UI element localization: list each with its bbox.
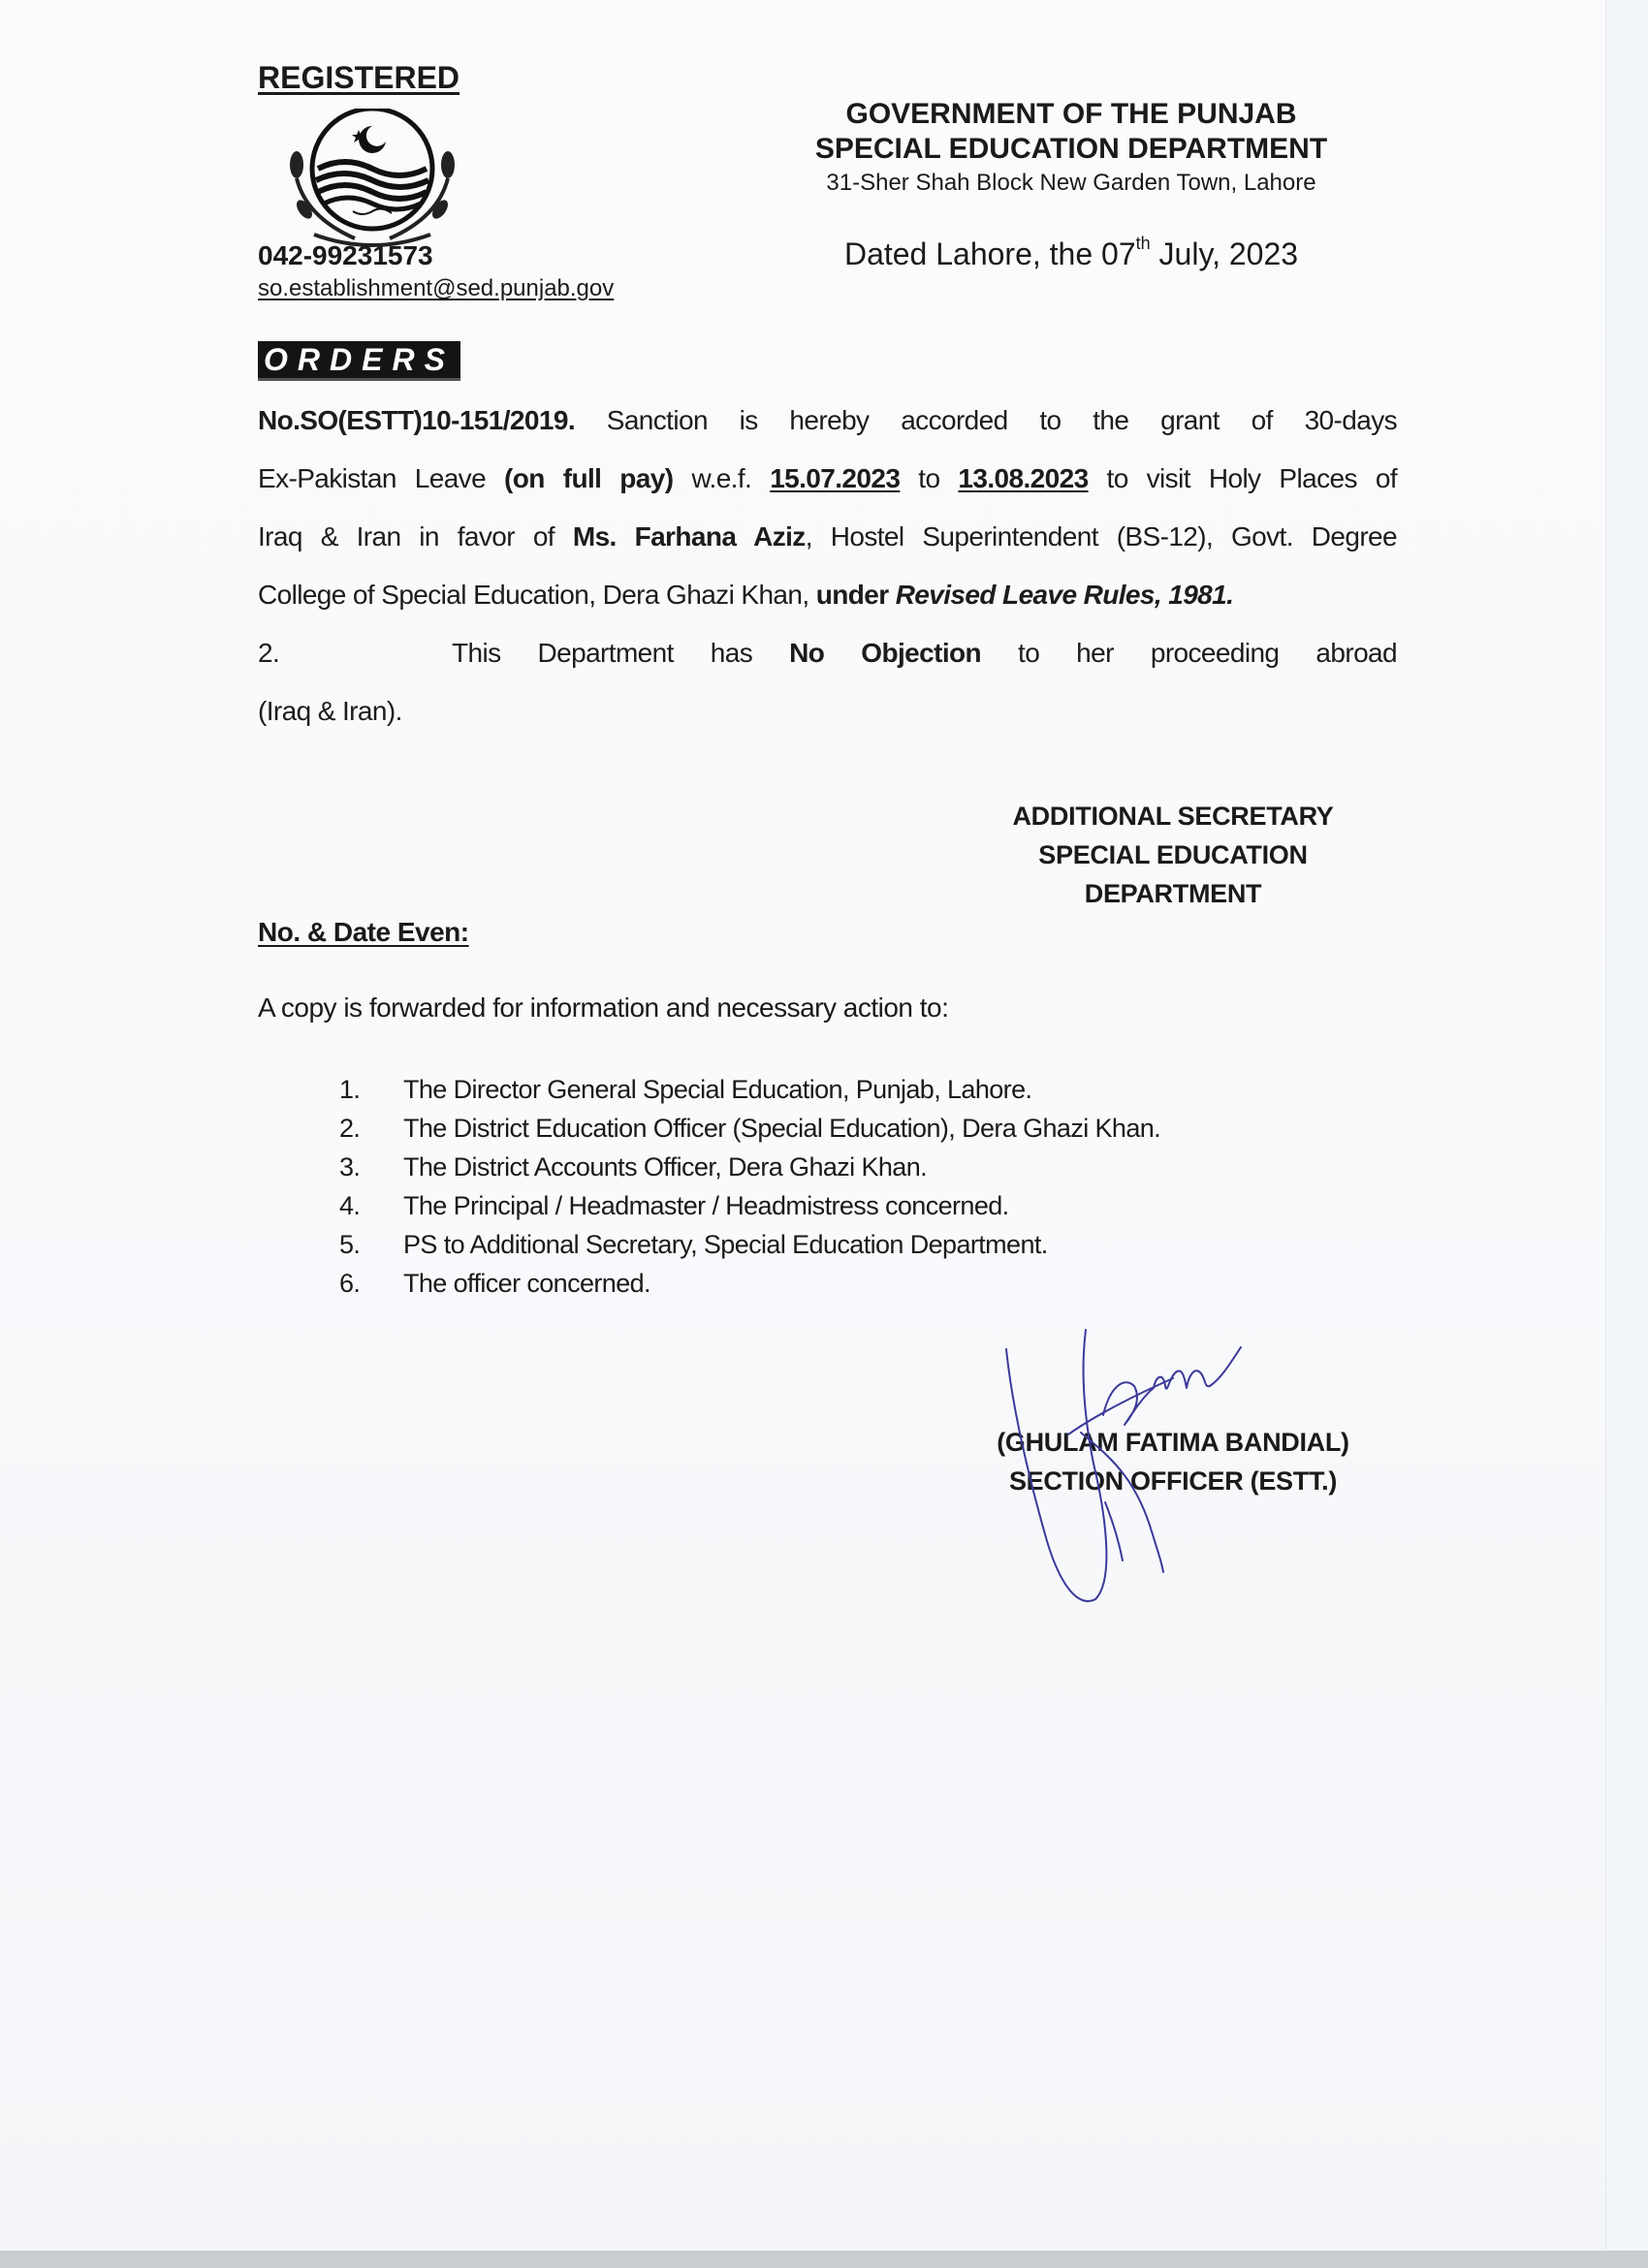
department-address: 31-Sher Shah Block New Garden Town, Lahore (826, 170, 1316, 196)
order-para-2-line-2: (Iraq & Iran). (258, 696, 402, 726)
signatory-block (969, 1423, 1377, 1500)
order-para-2 (258, 638, 1397, 669)
employee-name: Ms. Farhana Aziz (572, 521, 806, 551)
list-number: 4. (339, 1191, 361, 1220)
leave-rules: Revised Leave Rules, 1981. (895, 580, 1234, 610)
department-title: SPECIAL EDUCATION DEPARTMENT (814, 133, 1328, 165)
order-text: under (815, 580, 896, 610)
signatory-name: (GHULAM FATIMA BANDIAL) (997, 1428, 1349, 1457)
distribution-list (339, 1070, 1160, 1303)
list-item (339, 1186, 1160, 1225)
order-text: to her proceeding abroad (981, 638, 1397, 668)
order-number: No.SO(ESTT)10-151/2019. (258, 405, 575, 435)
dated-line (756, 236, 1386, 272)
signatory-designation: SECTION OFFICER (ESTT.) (1008, 1466, 1338, 1496)
order-line-4 (258, 580, 1397, 611)
list-item (339, 1148, 1160, 1186)
list-text: The officer concerned. (403, 1269, 650, 1298)
list-text: The District Education Officer (Special Education), Dera Ghazi Khan. (403, 1114, 1161, 1143)
email-link[interactable]: so.establishment@sed.punjab.gov (258, 275, 615, 301)
list-text: The Director General Special Education, Punjab, Lahore. (403, 1075, 1032, 1104)
pay-status: (on full pay) (504, 463, 674, 493)
authority-line-3: DEPARTMENT (1084, 879, 1262, 908)
order-text: , Hostel Superintendent (BS-12), Govt. Degree (805, 521, 1397, 551)
list-text: The District Accounts Officer, Dera Ghazi Khan. (403, 1152, 928, 1181)
leave-end-date: 13.08.2023 (958, 463, 1089, 493)
no-objection: No Objection (789, 638, 982, 668)
list-item (339, 1109, 1160, 1148)
list-number: 6. (339, 1269, 361, 1298)
authority-block (969, 797, 1377, 913)
dated-prefix: Dated Lahore, the 07 (843, 236, 1136, 271)
order-text: Ex-Pakistan Leave (258, 463, 505, 493)
order-line-1 (258, 405, 1397, 436)
order-text: This Department has (452, 638, 790, 668)
authority-line-1: ADDITIONAL SECRETARY (1012, 802, 1334, 831)
leave-start-date: 15.07.2023 (770, 463, 901, 493)
list-text: The Principal / Headmaster / Headmistress concerned. (403, 1191, 1009, 1220)
list-number: 2. (339, 1114, 361, 1143)
scan-edge-bottom (0, 2251, 1648, 2268)
order-line-2 (258, 463, 1397, 494)
paragraph-number: 2. (258, 638, 280, 668)
dated-suffix: July, 2023 (1150, 236, 1299, 271)
phone-number: 042-99231573 (258, 240, 433, 270)
dated-ordinal: th (1135, 234, 1151, 254)
order-text: College of Special Education, Dera Ghazi Khan, (258, 580, 816, 610)
registered-label: REGISTERED (258, 60, 460, 95)
copy-forwarded-intro: A copy is forwarded for information and necessary action to: (258, 992, 949, 1023)
list-item (339, 1264, 1160, 1303)
order-text: Sanction is hereby accorded to the grant of 30-days (575, 405, 1397, 435)
order-text: to (900, 463, 959, 493)
authority-line-2: SPECIAL EDUCATION (1038, 840, 1308, 869)
government-title: GOVERNMENT OF THE PUNJAB (845, 98, 1297, 130)
orders-heading: ORDERS (258, 341, 460, 381)
list-item (339, 1225, 1160, 1264)
scan-edge-right (1605, 0, 1648, 2251)
no-date-even-heading: No. & Date Even: (258, 917, 469, 947)
order-text: Iraq & Iran in favor of (258, 521, 573, 551)
list-number: 3. (339, 1152, 361, 1181)
list-item (339, 1070, 1160, 1109)
order-line-3 (258, 521, 1397, 552)
list-text: PS to Additional Secretary, Special Education Department. (403, 1230, 1048, 1259)
order-text: to visit Holy Places of (1088, 463, 1397, 493)
list-number: 5. (339, 1230, 361, 1259)
order-text: w.e.f. (673, 463, 771, 493)
list-number: 1. (339, 1075, 361, 1104)
